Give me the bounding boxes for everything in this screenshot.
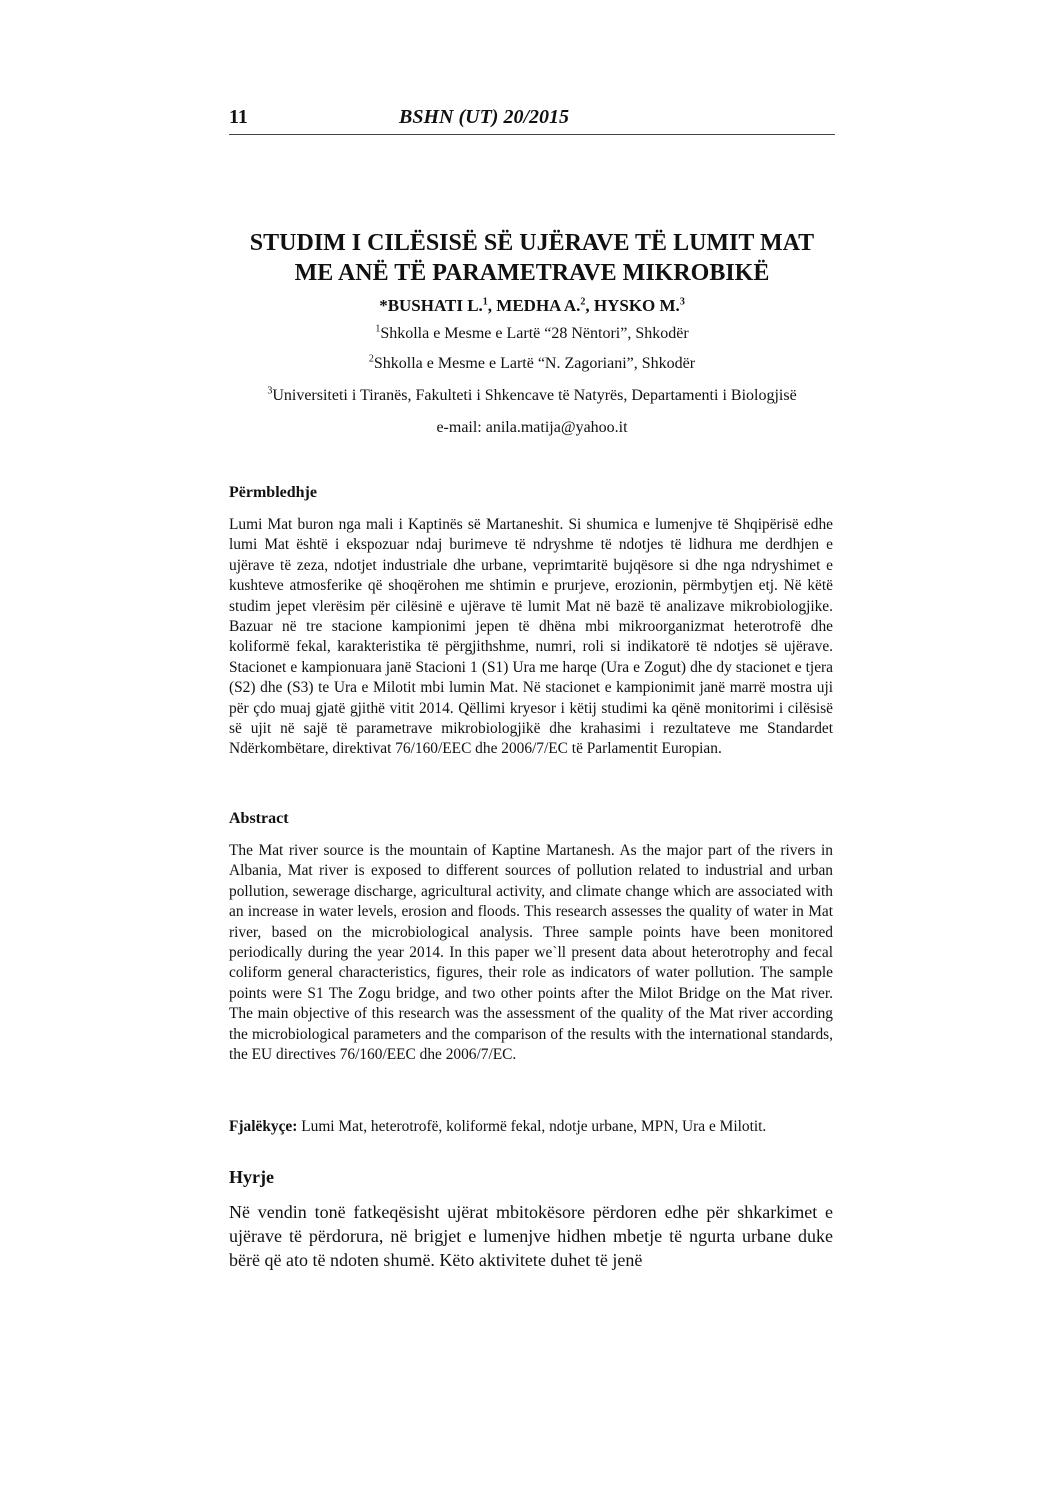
page-number: 11 [229,106,248,128]
author-3-affiliation-mark: 3 [679,296,685,308]
affiliation-1 [200,325,864,343]
affiliation-mark: 2 [368,353,374,365]
abstract-paragraph: The Mat river source is the mountain of Kaptine Martanesh. As the major part of the rivers in Albania, Mat river is exposed to different sources of pollution related to industrial and urban pollution, sewerage discharge, agricultural activity, and climate change which are associated with an increase in water levels, erosion and floods. This research assesses the quality of water in Mat river, based on the microbiological analysis. Three sample points have been monitored periodically during the year 2014. In this paper we`ll present data about heterotrophy and fecal coliform general characteristics, figures, their role as indicators of water pollution. The sample points were S1 The Zogu bridge, and two other points after the Milot Bridge on the Mat river. The main objective of this research was the assessment of the quality of the Mat river according the microbiological parameters and the comparison of the results with the international standards, the EU directives 76/160/EEC dhe 2006/7/EC. [229,842,833,1064]
author-3: HYSKO M. [593,296,680,315]
author-1: *BUSHATI L. [379,296,483,315]
title-line-2: ME ANË TË PARAMETRAVE MIKROBIKË [294,260,770,286]
author-2-affiliation-mark: 2 [580,296,586,308]
journal-citation: BSHN (UT) 20/2015 [399,106,569,128]
author-separator: , [487,296,497,315]
affiliation-text: Shkolla e Mesme e Lartë “N. Zagoriani”, Shkodër [373,355,696,372]
author-1-affiliation-mark: 1 [482,296,488,308]
author-2: MEDHA A. [496,296,581,315]
title-line-1: STUDIM I CILËSISË SË UJËRAVE TË LUMIT MAT [249,230,815,256]
running-header [229,106,835,134]
section-heading-permbledhje: Përmbledhje [229,484,317,501]
affiliation-text: Universiteti i Tiranës, Fakulteti i Shkencave të Natyrës, Departamenti i Biologjisë [272,387,797,404]
keywords-label: Fjalëkyçe: [229,1118,298,1135]
keywords-text: Lumi Mat, heterotrofë, koliformë fekal, ndotje urbane, MPN, Ura e Milotit. [297,1118,767,1135]
affiliation-text: Shkolla e Mesme e Lartë “28 Nëntori”, Shkodër [380,325,689,342]
keywords-paragraph [229,1117,833,1137]
contact-email: e-mail: anila.matija@yahoo.it [436,419,628,436]
affiliation-mark: 1 [375,323,381,335]
header-divider [229,134,835,135]
affiliation-2 [200,355,864,373]
summary-paragraph: Lumi Mat buron nga mali i Kaptinës së Martaneshit. Si shumica e lumenjve të Shqipërisë edhe lumi Mat është i ekspozuar ndaj burimeve të ndryshme të ndotjes të lidhura me derdhjen e ujërave të zeza, ndotjet industriale dhe urbane, veprimtaritë bujqësore si dhe nga ndryshimet e kushteve atmosferike që shoqërohen me shtimin e prurjeve, erozionin, përmbytjen etj. Në këtë studim jepet vlerësim për cilësinë e ujërave të lumit Mat në bazë të analizave mikrobiologjike. Bazuar në tre stacione kampionimi jepen të dhëna mbi mikroorganizmat heterotrofë dhe koliformë fekal, karakteristika të përgjithshme, numri, roli si indikatorë të ndotjes së ujërave. Stacionet e kampionuara janë Stacioni 1 (S1) Ura me harqe (Ura e Zogut) dhe dy stacionet e tjera (S2) dhe (S3) te Ura e Milotit mbi lumin Mat. Në stacionet e kampionimit janë marrë mostra uji për çdo muaj gjatë gjithë vitit 2014. Qëllimi kryesor i këtij studimi ka qënë monitorimi i cilësisë së ujit në sajë të parametrave mikrobiologjikë dhe krahasimi i rezultateve me Standardet Ndërkombëtare, direktivat 76/160/EEC dhe 2006/7/EC të Parlamentit Europian. [229,516,833,758]
affiliation-mark: 3 [267,385,273,397]
author-separator: , [585,296,594,315]
affiliation-3 [200,387,864,405]
author-list [200,296,864,316]
section-heading-abstract: Abstract [229,810,289,827]
section-heading-hyrje: Hyrje [229,1167,274,1187]
paper-title [200,228,864,288]
introduction-paragraph: Në vendin tonë fatkeqësisht ujërat mbitokësore përdoren edhe për shkarkimet e ujërave të përdorura, në brigjet e lumenjve hidhen mbetje të ngurta urbane duke bërë që ato të ndoten shumë. Këto aktivitete duhet të jenë [229,1202,833,1270]
